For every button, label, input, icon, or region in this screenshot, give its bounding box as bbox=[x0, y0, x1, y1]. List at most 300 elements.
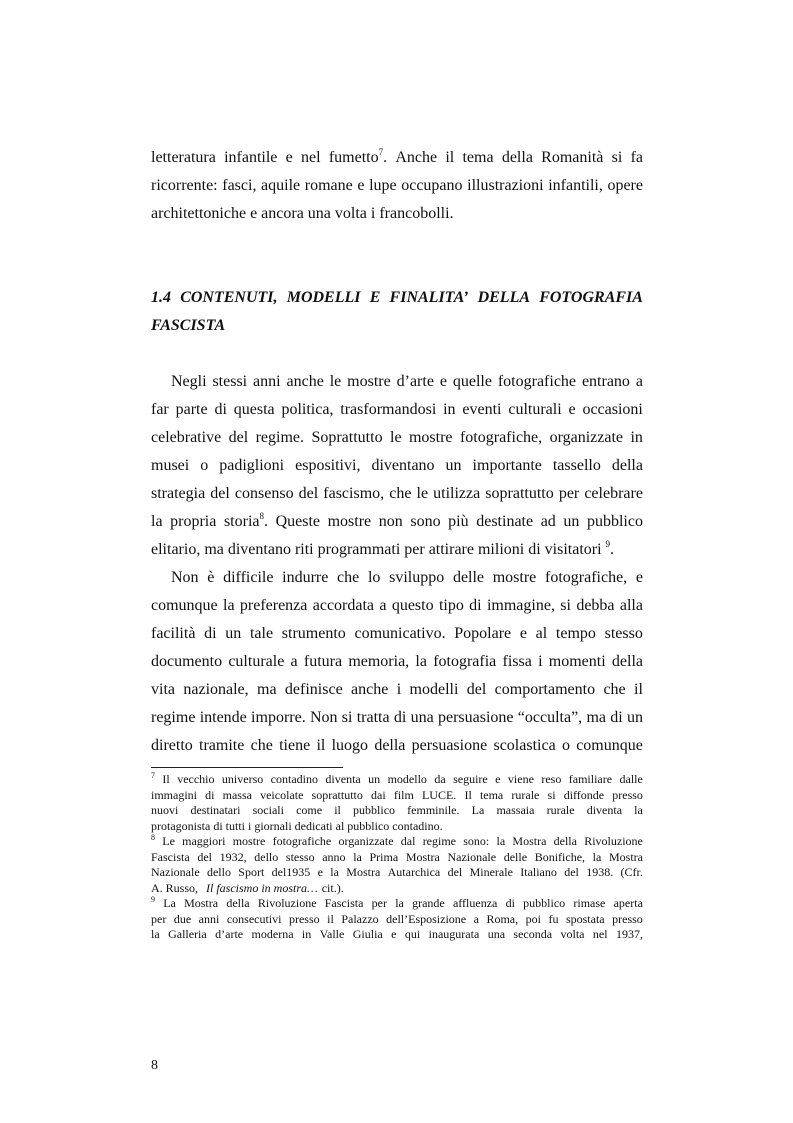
text-fragment: sono: bbox=[463, 834, 490, 848]
text-fragment: (Cfr. bbox=[620, 865, 643, 879]
text-fragment: E bbox=[369, 289, 381, 306]
text-fragment: tassello bbox=[552, 457, 601, 474]
text-word bbox=[545, 564, 627, 592]
text-fragment: infantile bbox=[224, 149, 278, 166]
text-word bbox=[224, 508, 268, 536]
text-fragment: strumento bbox=[281, 625, 346, 642]
text-word bbox=[582, 396, 642, 424]
text-word bbox=[370, 850, 399, 866]
text-fragment: e bbox=[568, 401, 576, 418]
text-fragment: preferenza bbox=[239, 597, 308, 614]
text-fragment: consenso bbox=[234, 485, 294, 502]
text-fragment: è bbox=[207, 569, 215, 586]
text-word bbox=[616, 927, 643, 943]
footnote-9 bbox=[151, 896, 643, 943]
text-fragment: dello bbox=[206, 865, 231, 879]
text-word bbox=[341, 912, 378, 928]
text-word bbox=[176, 396, 208, 424]
text-word bbox=[556, 620, 596, 648]
text-word bbox=[224, 144, 277, 172]
text-fragment: fotografiche bbox=[272, 834, 332, 848]
text-fragment: moderna bbox=[251, 927, 294, 941]
text-fragment: culturale bbox=[228, 653, 285, 670]
text-word bbox=[177, 772, 214, 788]
text-word bbox=[311, 424, 382, 452]
text-word bbox=[183, 676, 248, 704]
text-word bbox=[151, 896, 155, 912]
text-fragment: persuasione bbox=[437, 709, 514, 726]
text-word bbox=[518, 704, 582, 732]
text-fragment: Bonifiche, bbox=[534, 849, 586, 864]
text-fragment: della bbox=[226, 896, 250, 910]
text-word bbox=[394, 704, 406, 732]
text-fragment: comunque bbox=[151, 597, 218, 614]
text-word bbox=[151, 912, 166, 928]
text-word bbox=[348, 648, 409, 676]
text-word bbox=[587, 803, 622, 819]
text-word bbox=[354, 620, 445, 648]
text-fragment: o bbox=[200, 457, 209, 474]
text-fragment: modelli bbox=[409, 681, 459, 698]
text-word bbox=[342, 704, 353, 732]
text-word bbox=[536, 620, 548, 648]
text-fragment: Sport bbox=[238, 865, 265, 879]
text-word bbox=[323, 480, 384, 508]
text-fragment: organizzate bbox=[549, 429, 624, 446]
text-word bbox=[409, 424, 453, 452]
text-word bbox=[434, 772, 445, 788]
text-fragment: del bbox=[564, 865, 579, 879]
text-word bbox=[504, 850, 527, 866]
text-fragment: un bbox=[225, 625, 242, 642]
text-word bbox=[276, 508, 320, 536]
text-fragment: soprattutto bbox=[311, 787, 363, 802]
text-fragment: per bbox=[371, 896, 387, 910]
text-fragment: rimase bbox=[573, 896, 606, 910]
text-fragment: massa bbox=[222, 787, 252, 802]
text-word bbox=[301, 144, 321, 172]
text-word bbox=[480, 788, 503, 804]
text-word bbox=[151, 536, 618, 564]
text-fragment: elitario, ma diventano riti programmati per attirare milioni di visitatori bbox=[151, 541, 602, 558]
text-fragment: questa bbox=[233, 401, 275, 418]
text-fragment: per bbox=[151, 911, 167, 926]
text-fragment: lo bbox=[367, 569, 381, 586]
text-line bbox=[151, 927, 643, 943]
text-word bbox=[271, 772, 318, 788]
text-fragment: stesso bbox=[604, 625, 643, 642]
text-fragment: la bbox=[330, 865, 339, 879]
text-word bbox=[462, 144, 493, 172]
text-fragment: del bbox=[228, 429, 249, 446]
text-word bbox=[286, 850, 315, 866]
text-line bbox=[151, 620, 643, 648]
text-fragment: la bbox=[151, 927, 160, 941]
text-line bbox=[151, 676, 643, 704]
text-word bbox=[433, 480, 480, 508]
text-fragment: della bbox=[611, 457, 643, 474]
text-word bbox=[334, 803, 341, 819]
text-fragment: più bbox=[448, 513, 469, 530]
text-fragment: che bbox=[603, 681, 626, 698]
text-fragment: destinate bbox=[476, 513, 534, 530]
text-word bbox=[204, 620, 216, 648]
text-word bbox=[151, 803, 178, 819]
text-fragment: Palazzo bbox=[341, 911, 379, 926]
text-word bbox=[151, 200, 458, 228]
text-word bbox=[443, 396, 455, 424]
text-word bbox=[473, 452, 542, 480]
text-word bbox=[287, 284, 361, 312]
text-fragment: pubblico bbox=[586, 513, 643, 530]
intro-paragraph bbox=[151, 144, 643, 228]
text-fragment: destinatari bbox=[190, 803, 241, 817]
text-word bbox=[151, 834, 155, 850]
text-fragment: anni bbox=[198, 911, 220, 926]
text-word bbox=[368, 564, 380, 592]
text-fragment: scolastica bbox=[493, 737, 556, 754]
text-fragment: Mostra bbox=[512, 834, 547, 848]
text-fragment: e bbox=[391, 927, 397, 941]
text-fragment: tratta bbox=[356, 709, 390, 726]
text-word bbox=[281, 396, 333, 424]
footnote-reference: 8 bbox=[151, 833, 155, 842]
text-word bbox=[612, 144, 623, 172]
text-word bbox=[372, 896, 387, 912]
text-fragment: vecchio bbox=[177, 772, 215, 786]
text-word bbox=[351, 676, 388, 704]
text-fragment: presso bbox=[288, 911, 320, 926]
text-fragment: la bbox=[634, 803, 643, 817]
text-fragment: regime bbox=[151, 709, 196, 726]
text-word bbox=[223, 564, 273, 592]
text-word bbox=[502, 144, 533, 172]
text-word bbox=[476, 508, 533, 536]
text-line bbox=[151, 865, 643, 881]
text-fragment: una bbox=[410, 709, 434, 726]
text-fragment: eventi bbox=[462, 401, 502, 418]
text-word bbox=[151, 144, 216, 172]
text-fragment: del bbox=[447, 865, 463, 879]
text-word bbox=[603, 676, 625, 704]
text-word bbox=[322, 850, 345, 866]
text-line bbox=[151, 452, 643, 480]
text-word bbox=[593, 850, 602, 866]
text-fragment: di bbox=[214, 401, 227, 418]
text-word bbox=[325, 896, 364, 912]
text-word bbox=[511, 788, 539, 804]
text-fragment: Minerale bbox=[469, 865, 513, 879]
text-word bbox=[346, 865, 380, 881]
text-fragment: Rivoluzione bbox=[584, 834, 643, 848]
text-fragment: la bbox=[592, 849, 602, 864]
text-word bbox=[593, 927, 608, 943]
text-line bbox=[151, 732, 643, 760]
text-word bbox=[313, 592, 374, 620]
text-fragment: entrano bbox=[581, 373, 630, 390]
text-word bbox=[460, 424, 542, 452]
text-word bbox=[550, 424, 623, 452]
text-fragment: pubblico bbox=[523, 896, 566, 910]
text-word bbox=[563, 508, 579, 536]
text-word bbox=[496, 803, 534, 819]
text-word bbox=[151, 850, 190, 866]
text-word bbox=[569, 772, 612, 788]
text-word bbox=[547, 803, 575, 819]
text-fragment: a bbox=[473, 911, 479, 926]
text-fragment: rurale bbox=[546, 803, 575, 817]
text-word bbox=[493, 564, 537, 592]
text-word bbox=[478, 284, 530, 312]
text-fragment: La bbox=[471, 803, 485, 817]
text-fragment: dal bbox=[400, 834, 416, 848]
text-fragment: un bbox=[563, 513, 580, 530]
text-word bbox=[539, 284, 643, 312]
text-fragment: in bbox=[630, 429, 643, 446]
text-word bbox=[330, 368, 342, 396]
text-word bbox=[495, 772, 500, 788]
text-word bbox=[238, 865, 264, 881]
text-word bbox=[226, 896, 249, 912]
text-fragment: occasioni bbox=[582, 401, 643, 418]
text-fragment: LUCE. bbox=[421, 787, 457, 802]
text-word bbox=[250, 620, 273, 648]
text-fragment: protagonista di tutti i giornali dedicati al pubblico contadino. bbox=[151, 818, 443, 833]
text-word bbox=[390, 284, 469, 312]
text-fragment: del1935 bbox=[271, 865, 311, 879]
page-number: 8 bbox=[151, 1058, 158, 1073]
text-word bbox=[610, 704, 622, 732]
text-word bbox=[223, 788, 252, 804]
footnote-reference: 7 bbox=[151, 771, 155, 780]
text-word bbox=[410, 676, 459, 704]
text-word bbox=[151, 592, 218, 620]
text-fragment: Giulia bbox=[352, 927, 383, 941]
text-word bbox=[417, 480, 429, 508]
text-word bbox=[612, 452, 643, 480]
text-word bbox=[397, 676, 401, 704]
text-fragment: debba bbox=[576, 597, 615, 614]
text-fragment: le bbox=[329, 373, 342, 390]
text-word bbox=[526, 912, 541, 928]
text-word bbox=[205, 788, 214, 804]
text-fragment: nel bbox=[592, 927, 608, 941]
text-word bbox=[322, 881, 348, 897]
text-word bbox=[620, 592, 643, 620]
text-fragment: poi bbox=[525, 911, 541, 926]
text-word bbox=[302, 927, 311, 943]
text-word bbox=[390, 424, 402, 452]
text-word bbox=[151, 927, 160, 943]
text-fragment: di bbox=[469, 597, 482, 614]
text-word bbox=[199, 912, 220, 928]
footnote-7 bbox=[151, 772, 643, 834]
text-word bbox=[254, 850, 278, 866]
heading-line-2: FASCISTA bbox=[151, 317, 226, 334]
text-word bbox=[472, 803, 485, 819]
text-fragment: un bbox=[626, 709, 643, 726]
text-word bbox=[487, 592, 555, 620]
text-word bbox=[207, 865, 231, 881]
text-word bbox=[612, 912, 643, 928]
text-word bbox=[541, 508, 556, 536]
text-word bbox=[162, 772, 169, 788]
italic-title: Il fascismo in mostra… bbox=[206, 880, 318, 895]
text-word bbox=[406, 850, 440, 866]
text-fragment: celebrative bbox=[151, 429, 222, 446]
text-word bbox=[423, 834, 456, 850]
text-fragment: di bbox=[505, 896, 515, 910]
text-fragment: . bbox=[610, 541, 615, 558]
text-fragment: due bbox=[173, 911, 192, 926]
text-word bbox=[151, 480, 205, 508]
text-fragment: la bbox=[223, 597, 235, 614]
text-word bbox=[612, 648, 643, 676]
text-word bbox=[282, 620, 346, 648]
text-word bbox=[584, 480, 643, 508]
text-fragment: della bbox=[611, 653, 643, 670]
text-line bbox=[151, 850, 643, 866]
text-fragment: romane bbox=[304, 177, 353, 194]
text-fragment: fotografiche, bbox=[459, 429, 543, 446]
text-fragment: Il bbox=[162, 772, 170, 786]
text-fragment: e bbox=[439, 373, 447, 390]
text-word bbox=[440, 368, 447, 396]
text-fragment: si bbox=[547, 787, 556, 802]
text-word bbox=[233, 834, 266, 850]
text-fragment: diventa bbox=[586, 803, 623, 817]
text-word bbox=[151, 620, 195, 648]
text-word bbox=[151, 508, 163, 536]
text-word bbox=[535, 850, 585, 866]
text-fragment: fumetto bbox=[328, 149, 379, 166]
text-word bbox=[464, 788, 471, 804]
text-word bbox=[438, 704, 514, 732]
text-word bbox=[286, 368, 323, 396]
text-fragment: presso bbox=[612, 787, 643, 802]
text-fragment: Fascista bbox=[151, 849, 190, 864]
text-word bbox=[470, 865, 513, 881]
text-fragment: Fascista bbox=[324, 896, 364, 910]
text-line bbox=[151, 480, 643, 508]
text-fragment: seguire bbox=[453, 772, 488, 786]
text-fragment: Non bbox=[171, 569, 199, 586]
text-word bbox=[279, 732, 310, 760]
text-fragment: ricorrente: bbox=[151, 177, 218, 194]
text-fragment: della bbox=[501, 149, 533, 166]
text-fragment: aquile bbox=[261, 177, 301, 194]
text-word bbox=[397, 368, 434, 396]
text-word bbox=[162, 834, 175, 850]
text-word bbox=[215, 927, 243, 943]
text-word bbox=[337, 564, 359, 592]
text-word bbox=[422, 788, 456, 804]
text-fragment: la bbox=[415, 653, 427, 670]
text-word bbox=[340, 396, 436, 424]
text-fragment: accordata bbox=[312, 597, 375, 614]
text-line bbox=[151, 834, 643, 850]
text-fragment: sono bbox=[410, 513, 441, 530]
text-fragment: la bbox=[496, 834, 506, 848]
text-fragment: il bbox=[634, 681, 643, 698]
text-fragment: 1937, bbox=[615, 927, 643, 941]
text-fragment: anche bbox=[286, 373, 324, 390]
text-fragment: il bbox=[334, 803, 341, 817]
text-word bbox=[151, 424, 221, 452]
text-fragment: illustrazioni bbox=[467, 177, 544, 194]
text-fragment: espositivi, bbox=[295, 457, 361, 474]
text-word bbox=[151, 865, 200, 881]
text-fragment: ad bbox=[540, 513, 556, 530]
text-fragment: soprattutto bbox=[485, 485, 554, 502]
text-fragment: del bbox=[298, 485, 319, 502]
text-fragment: Galleria bbox=[168, 927, 207, 941]
text-fragment: familiare bbox=[568, 772, 613, 786]
text-word bbox=[412, 732, 488, 760]
text-fragment: far bbox=[151, 401, 169, 418]
footnote-separator bbox=[151, 767, 343, 768]
text-word bbox=[214, 396, 226, 424]
text-word bbox=[395, 144, 437, 172]
text-word bbox=[488, 927, 505, 943]
text-word bbox=[553, 452, 601, 480]
text-fragment: cit.). bbox=[321, 880, 344, 895]
text-fragment: in bbox=[443, 401, 456, 418]
text-fragment: film bbox=[393, 787, 414, 802]
text-fragment: indurre bbox=[282, 569, 329, 586]
text-fragment: le bbox=[416, 485, 429, 502]
text-word bbox=[190, 803, 240, 819]
text-fragment: musei bbox=[151, 457, 190, 474]
text-word bbox=[252, 927, 294, 943]
text-fragment: utilizza bbox=[433, 485, 481, 502]
text-fragment: e bbox=[495, 772, 501, 786]
text-fragment: stessi bbox=[212, 373, 248, 390]
text-word bbox=[415, 648, 427, 676]
text-fragment: MODELLI bbox=[286, 289, 361, 306]
text-word bbox=[228, 648, 284, 676]
text-word bbox=[347, 368, 391, 396]
text-word bbox=[548, 788, 556, 804]
text-word bbox=[554, 834, 577, 850]
text-fragment: mostre bbox=[327, 513, 372, 530]
text-word bbox=[612, 788, 643, 804]
text-fragment: la bbox=[151, 513, 163, 530]
text-word bbox=[631, 144, 643, 172]
text-word bbox=[559, 480, 579, 508]
text-word bbox=[508, 396, 561, 424]
text-word bbox=[586, 704, 606, 732]
text-fragment: a bbox=[290, 653, 298, 670]
text-fragment: Romanità bbox=[541, 149, 604, 166]
text-line bbox=[151, 648, 643, 676]
text-fragment: viene bbox=[507, 772, 534, 786]
text-fragment: Queste bbox=[275, 513, 321, 530]
text-fragment: aperta bbox=[613, 896, 643, 910]
text-word bbox=[206, 881, 318, 897]
text-word bbox=[219, 452, 284, 480]
text-fragment: mostre bbox=[232, 834, 266, 848]
text-fragment: Le bbox=[162, 834, 175, 848]
text-word bbox=[370, 284, 381, 312]
text-fragment: tema bbox=[479, 787, 504, 802]
text-line bbox=[151, 536, 643, 564]
text-fragment: anche bbox=[351, 681, 389, 698]
text-word bbox=[582, 368, 630, 396]
text-fragment: alla bbox=[619, 597, 643, 614]
text-line bbox=[151, 912, 643, 928]
text-word bbox=[368, 772, 380, 788]
